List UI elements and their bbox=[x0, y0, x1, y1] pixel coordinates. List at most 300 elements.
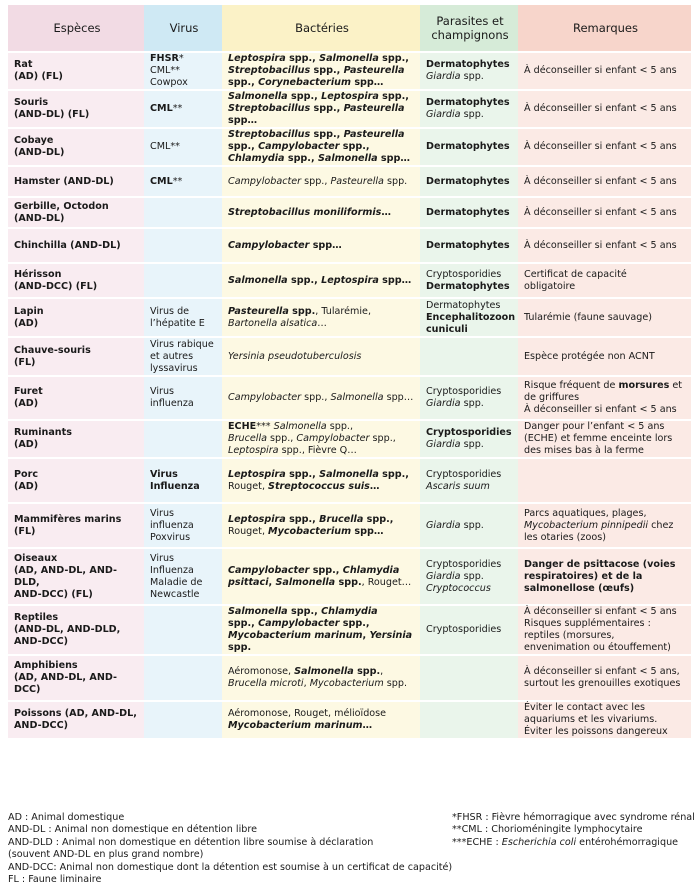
text-segment: spp. bbox=[460, 519, 484, 531]
text-segment: Leptospira bbox=[321, 274, 379, 286]
text-segment: Mycobacterium marinum bbox=[228, 630, 363, 641]
text-segment: Cryptosporidies bbox=[426, 268, 502, 280]
text-segment: Campylobacter bbox=[258, 618, 340, 629]
text-segment: Pasteurella bbox=[228, 305, 289, 317]
table-row bbox=[8, 299, 691, 338]
text-segment: Chlamydia bbox=[321, 606, 378, 617]
text-segment: Danger de psittacose (voies bbox=[524, 558, 676, 570]
virus-cell bbox=[144, 299, 222, 338]
species-name: Chauve-souris bbox=[14, 344, 91, 356]
text-segment: Corynebacterium bbox=[258, 77, 351, 88]
table-row bbox=[8, 549, 691, 606]
text-segment: et autres bbox=[150, 350, 194, 362]
text-segment: Certificat de capacité bbox=[524, 268, 627, 280]
text-segment: spp., bbox=[378, 468, 409, 480]
text-segment: spp., bbox=[378, 53, 409, 64]
text-segment: Pasteurella bbox=[343, 65, 405, 76]
text-segment: , Rouget… bbox=[361, 576, 412, 588]
species-cell bbox=[8, 606, 144, 656]
text-segment: Risques supplémentaires : bbox=[524, 618, 651, 629]
text-segment: spp., bbox=[339, 618, 370, 629]
virus-cell bbox=[144, 504, 222, 549]
text-segment: ***ECHE : bbox=[452, 836, 502, 848]
text-segment: Leptospira bbox=[228, 53, 286, 64]
text-segment: Influenza bbox=[150, 564, 194, 576]
remarks-cell bbox=[518, 299, 691, 338]
parasites-cell bbox=[420, 549, 518, 606]
text-segment: Campylobacter bbox=[228, 239, 310, 251]
footer-notes bbox=[452, 812, 695, 849]
species-cell bbox=[8, 702, 144, 740]
text-segment: Dermatophytes bbox=[426, 97, 510, 108]
species-name: (AD) bbox=[14, 317, 39, 329]
text-segment: ** bbox=[172, 175, 183, 187]
bacteria-cell bbox=[222, 91, 420, 129]
text-segment: spp., bbox=[369, 433, 396, 444]
text-segment: Newcastle bbox=[150, 588, 200, 600]
footer-note-line bbox=[452, 837, 695, 849]
table-row bbox=[8, 459, 691, 504]
header-row bbox=[8, 5, 691, 53]
text-segment: Cryptosporidies bbox=[426, 386, 502, 397]
text-segment: , bbox=[268, 576, 276, 588]
species-name: Lapin bbox=[14, 305, 44, 317]
parasites-cell bbox=[420, 338, 518, 377]
remarks-cell bbox=[518, 606, 691, 656]
virus-cell bbox=[144, 656, 222, 702]
table-row bbox=[8, 129, 691, 167]
text-segment: Éviter le contact avec les bbox=[524, 702, 645, 713]
table-row bbox=[8, 338, 691, 377]
text-segment: Bartonella alsatica bbox=[228, 317, 318, 329]
text-segment: de griffures bbox=[524, 392, 580, 403]
species-cell bbox=[8, 421, 144, 459]
text-segment: spp., bbox=[284, 153, 318, 164]
virus-cell bbox=[144, 91, 222, 129]
text-segment: spp. bbox=[228, 642, 252, 653]
text-segment: Cryptosporidies bbox=[426, 468, 502, 480]
text-segment: Cryptosporidies bbox=[426, 427, 512, 438]
text-segment: , bbox=[303, 678, 310, 689]
text-segment: * bbox=[178, 53, 184, 64]
parasites-cell bbox=[420, 702, 518, 740]
text-segment: Dermatophytes bbox=[426, 299, 501, 311]
text-segment: spp. bbox=[383, 678, 408, 689]
species-name: (AD) (FL) bbox=[14, 71, 63, 82]
text-segment: Escherichia coli bbox=[501, 836, 577, 848]
species-cell bbox=[8, 129, 144, 167]
bacteria-cell bbox=[222, 549, 420, 606]
species-cell bbox=[8, 504, 144, 549]
text-segment: … bbox=[362, 720, 373, 731]
text-segment: À déconseiller si enfant < 5 ans bbox=[524, 65, 677, 76]
species-name: (AND-DL, AND-DLD, bbox=[14, 624, 121, 635]
text-segment: Streptobacillus bbox=[228, 129, 311, 140]
remarks-cell bbox=[518, 377, 691, 421]
text-segment: Virus bbox=[150, 507, 175, 519]
text-segment: À déconseiller si enfant < 5 ans, bbox=[524, 666, 680, 677]
text-segment: À déconseiller si enfant < 5 ans bbox=[524, 141, 677, 152]
text-segment: reptiles (morsures, bbox=[524, 630, 615, 641]
bacteria-header: Bactéries bbox=[222, 5, 420, 53]
remarks-cell bbox=[518, 229, 691, 264]
text-segment: Virus rabique bbox=[150, 338, 214, 350]
text-segment: Dermatophytes bbox=[426, 239, 510, 251]
footer-abbreviation-line: FL : Faune liminaire bbox=[8, 874, 102, 886]
species-cell bbox=[8, 264, 144, 299]
table-row bbox=[8, 229, 691, 264]
footer-abbreviations bbox=[8, 812, 452, 886]
remarks-cell bbox=[518, 656, 691, 702]
text-segment: *** bbox=[256, 421, 274, 432]
species-name: Porc bbox=[14, 468, 39, 480]
species-name: (AND-DL) bbox=[14, 212, 65, 224]
virus-cell bbox=[144, 129, 222, 167]
text-segment: spp. bbox=[460, 109, 484, 120]
footer-abbreviation-line: AND-DL : Animal non domestique en détention libre bbox=[8, 824, 257, 836]
text-segment: spp., bbox=[301, 392, 331, 403]
species-name: (AND-DL) bbox=[14, 147, 65, 158]
species-name: (AD) bbox=[14, 398, 39, 409]
text-segment: Mycobacterium bbox=[309, 678, 384, 689]
text-segment: Giardia bbox=[426, 398, 461, 409]
parasites-header bbox=[420, 5, 518, 53]
species-name: (AND-DL) (FL) bbox=[14, 109, 90, 120]
text-segment: Streptobacillus moniliformis bbox=[228, 206, 382, 218]
remarks-cell bbox=[518, 264, 691, 299]
parasites-cell bbox=[420, 421, 518, 459]
text-segment: Salmonella bbox=[319, 53, 379, 64]
virus-cell bbox=[144, 549, 222, 606]
text-segment: spp., bbox=[310, 65, 344, 76]
remarks-cell bbox=[518, 129, 691, 167]
footer-abbreviation-line: (souvent AND-DL en plus grand nombre) bbox=[8, 849, 204, 861]
parasites-cell bbox=[420, 606, 518, 656]
parasites-cell bbox=[420, 504, 518, 549]
text-segment: aquariums et les vivariums. bbox=[524, 714, 658, 725]
table-row bbox=[8, 167, 691, 198]
species-name: Rat bbox=[14, 59, 33, 70]
bacteria-cell bbox=[222, 264, 420, 299]
remarks-cell bbox=[518, 91, 691, 129]
text-segment: Salmonella bbox=[228, 606, 288, 617]
text-segment: Danger pour l’enfant < 5 ans bbox=[524, 421, 665, 432]
virus-cell bbox=[144, 338, 222, 377]
text-segment: Leptospira bbox=[321, 91, 379, 102]
text-segment: *FHSR : Fièvre hémorragique avec syndrome rénal bbox=[452, 812, 695, 823]
text-segment: … bbox=[381, 206, 391, 218]
text-segment: Giardia bbox=[426, 109, 461, 120]
text-segment: Leptospira bbox=[228, 445, 279, 456]
text-segment: Salmonella bbox=[228, 91, 288, 102]
text-segment: FHSR bbox=[150, 53, 179, 64]
text-segment: Campylobacter bbox=[228, 392, 302, 403]
text-segment: spp., bbox=[310, 129, 344, 140]
bacteria-cell bbox=[222, 53, 420, 91]
text-segment: des mises bas à la ferme bbox=[524, 445, 644, 456]
text-segment: respiratoires) et de la bbox=[524, 570, 643, 582]
text-segment: À déconseiller si enfant < 5 ans bbox=[524, 103, 677, 114]
species-name: Reptiles bbox=[14, 612, 59, 623]
species-cell bbox=[8, 53, 144, 91]
text-segment: Yersinia pseudotuberculosis bbox=[228, 350, 362, 362]
species-name: (AD, AND-DL, AND-DCC) bbox=[14, 672, 117, 695]
species-cell bbox=[8, 549, 144, 606]
footer-note-line bbox=[452, 812, 695, 824]
text-segment: Giardia bbox=[426, 71, 461, 82]
text-segment: , Tularémie, bbox=[315, 305, 371, 317]
text-segment: Pasteurella bbox=[343, 129, 405, 140]
text-segment: Pasteurella bbox=[343, 103, 405, 114]
text-segment: Brucella bbox=[228, 433, 267, 444]
text-segment: … bbox=[369, 480, 380, 492]
text-segment: spp. bbox=[460, 71, 484, 82]
bacteria-cell bbox=[222, 338, 420, 377]
species-name: AND-DCC) bbox=[14, 636, 69, 647]
footer-abbreviation-line: AND-DLD : Animal non domestique en détention libre soumise à déclaration bbox=[8, 836, 374, 848]
text-segment: Tularémie (faune sauvage) bbox=[524, 311, 652, 323]
table-row bbox=[8, 264, 691, 299]
species-name: (AD) bbox=[14, 439, 39, 450]
species-name: Hamster (AND-DL) bbox=[14, 175, 114, 187]
text-segment: Parcs aquatiques, plages, bbox=[524, 507, 647, 519]
text-segment: Dermatophytes bbox=[426, 59, 510, 70]
remarks-cell bbox=[518, 549, 691, 606]
text-segment: spp… bbox=[351, 525, 384, 537]
text-segment: spp… bbox=[309, 239, 342, 251]
text-segment: spp., bbox=[285, 513, 320, 525]
text-segment: Rouget, bbox=[228, 480, 269, 492]
text-segment: Mycobacterium pinnipedii bbox=[524, 519, 649, 531]
text-segment: Virus bbox=[150, 552, 175, 564]
remarks-cell bbox=[518, 198, 691, 229]
text-segment: spp., bbox=[287, 606, 322, 617]
remarks-cell bbox=[518, 167, 691, 198]
text-segment: Salmonella bbox=[319, 468, 379, 480]
table-body bbox=[8, 53, 691, 740]
text-segment: Ascaris suum bbox=[426, 480, 490, 492]
text-segment: spp., bbox=[228, 141, 259, 152]
text-segment: psittaci bbox=[228, 576, 269, 588]
footer-abbreviation-line: AND-DCC: Animal non domestique dont la détention est soumise à un certificat de capacité) bbox=[8, 861, 453, 873]
species-name: (AD, AND-DL, AND-DLD, bbox=[14, 564, 117, 588]
text-segment: spp., bbox=[326, 421, 354, 432]
text-segment: Poxvirus bbox=[150, 531, 191, 543]
species-name: Gerbille, Octodon bbox=[14, 200, 109, 212]
table-row bbox=[8, 198, 691, 229]
text-segment: Rouget, bbox=[228, 525, 269, 537]
species-name: Chinchilla (AND-DL) bbox=[14, 239, 121, 251]
table-row bbox=[8, 504, 691, 549]
text-segment: À déconseiller si enfant < 5 ans bbox=[524, 175, 677, 187]
parasites-cell bbox=[420, 198, 518, 229]
parasites-cell bbox=[420, 299, 518, 338]
text-segment: Mycobacterium bbox=[268, 525, 352, 537]
text-segment: spp., bbox=[285, 53, 320, 64]
text-segment: Mycobacterium marinum bbox=[228, 720, 363, 731]
bacteria-cell bbox=[222, 167, 420, 198]
virus-cell bbox=[144, 167, 222, 198]
parasites-cell bbox=[420, 264, 518, 299]
text-segment: spp… bbox=[228, 115, 258, 126]
text-segment: spp… bbox=[377, 153, 410, 164]
virus-header: Virus bbox=[144, 5, 222, 53]
table-row bbox=[8, 377, 691, 421]
text-segment: spp., bbox=[310, 103, 344, 114]
text-segment: , bbox=[362, 630, 370, 641]
footer-note-line bbox=[452, 824, 695, 836]
species-cell bbox=[8, 299, 144, 338]
parasites-cell bbox=[420, 91, 518, 129]
text-segment: entérohémorragique bbox=[576, 836, 679, 848]
text-segment: cuniculi bbox=[426, 323, 468, 335]
text-segment: … bbox=[317, 317, 327, 329]
species-name: (FL) bbox=[14, 525, 36, 537]
text-segment: Salmonella bbox=[273, 421, 327, 432]
virus-cell bbox=[144, 606, 222, 656]
species-name: AND-DCC) bbox=[14, 720, 69, 731]
text-segment: obligatoire bbox=[524, 280, 576, 292]
bacteria-cell bbox=[222, 702, 420, 740]
footer-abbreviation-line: AD : Animal domestique bbox=[8, 812, 125, 823]
parasites-cell bbox=[420, 129, 518, 167]
text-segment: Aéromonose, bbox=[228, 666, 295, 677]
text-segment: Chlamydia bbox=[342, 564, 400, 576]
text-segment: Éviter les poissons dangereux bbox=[524, 726, 668, 737]
species-cell bbox=[8, 656, 144, 702]
species-name: Oiseaux bbox=[14, 552, 58, 564]
species-name: (AD) bbox=[14, 480, 39, 492]
bacteria-cell bbox=[222, 656, 420, 702]
table-row bbox=[8, 702, 691, 740]
text-segment: spp… bbox=[351, 77, 384, 88]
remarks-cell bbox=[518, 338, 691, 377]
text-segment: surtout les grenouilles exotiques bbox=[524, 678, 681, 689]
species-name: AND-DCC) (FL) bbox=[14, 588, 93, 600]
text-segment: spp… bbox=[378, 274, 412, 286]
text-segment: Salmonella bbox=[294, 666, 354, 677]
text-segment: Campylobacter bbox=[228, 175, 302, 187]
text-segment: **CML : Chorioméningite lymphocytaire bbox=[452, 824, 643, 836]
parasites-cell bbox=[420, 53, 518, 91]
text-segment: Streptobacillus bbox=[228, 65, 311, 76]
text-segment: spp., bbox=[363, 513, 394, 525]
species-name: Ruminants bbox=[14, 427, 72, 438]
text-segment: spp… bbox=[383, 392, 414, 403]
text-segment: spp., bbox=[378, 91, 409, 102]
parasites-cell bbox=[420, 656, 518, 702]
text-segment: Chlamydia bbox=[228, 153, 285, 164]
species-name: (AND-DCC) (FL) bbox=[14, 280, 98, 292]
text-segment: Giardia bbox=[426, 570, 461, 582]
table-row bbox=[8, 656, 691, 702]
text-segment: CML** bbox=[150, 65, 180, 76]
text-segment: Virus bbox=[150, 386, 175, 397]
virus-cell bbox=[144, 702, 222, 740]
text-segment: Streptobacillus bbox=[228, 103, 311, 114]
text-segment: Aéromonose, Rouget, mélioïdose bbox=[228, 708, 387, 719]
species-name: Cobaye bbox=[14, 135, 54, 146]
bacteria-cell bbox=[222, 504, 420, 549]
virus-cell bbox=[144, 229, 222, 264]
text-segment: spp. bbox=[288, 305, 316, 317]
remarks-cell bbox=[518, 504, 691, 549]
text-segment: salmonellose (œufs) bbox=[524, 582, 635, 594]
zoonoses-table bbox=[8, 5, 691, 740]
text-segment: et bbox=[669, 380, 683, 391]
bacteria-cell bbox=[222, 299, 420, 338]
text-segment: À déconseiller si enfant < 5 ans bbox=[524, 239, 677, 251]
text-segment: influenza bbox=[150, 519, 194, 531]
parasites-header-line1: Parasites et bbox=[436, 14, 504, 28]
virus-cell bbox=[144, 421, 222, 459]
virus-cell bbox=[144, 459, 222, 504]
text-segment: Dermatophytes bbox=[426, 141, 510, 152]
bacteria-cell bbox=[222, 459, 420, 504]
text-segment: Dermatophytes bbox=[426, 206, 510, 218]
text-segment: À déconseiller si enfant < 5 ans bbox=[524, 404, 677, 415]
text-segment: spp., bbox=[287, 274, 322, 286]
species-cell bbox=[8, 229, 144, 264]
parasites-header-line2: champignons bbox=[431, 28, 509, 42]
text-segment: Risque fréquent de bbox=[524, 380, 619, 391]
text-segment: spp., bbox=[309, 564, 343, 576]
text-segment: Pasteurella bbox=[330, 175, 384, 187]
text-segment: Salmonella bbox=[317, 153, 378, 164]
table-row bbox=[8, 91, 691, 129]
text-segment: spp., bbox=[285, 468, 320, 480]
text-segment: Salmonella bbox=[228, 274, 288, 286]
text-segment: ECHE bbox=[228, 421, 257, 432]
text-segment: CML** bbox=[150, 141, 180, 152]
text-segment: Encephalitozoon bbox=[426, 311, 516, 323]
text-segment: Cowpox bbox=[150, 77, 188, 88]
text-segment: spp. bbox=[460, 398, 484, 409]
species-cell bbox=[8, 167, 144, 198]
species-name: Poissons (AD, AND-DL, bbox=[14, 708, 137, 719]
text-segment: spp., Fièvre Q… bbox=[278, 445, 357, 456]
text-segment: Maladie de bbox=[150, 576, 203, 588]
text-segment: Giardia bbox=[426, 439, 461, 450]
remarks-cell bbox=[518, 702, 691, 740]
text-segment: spp., bbox=[267, 433, 297, 444]
text-segment: morsures bbox=[618, 380, 670, 391]
parasites-cell bbox=[420, 167, 518, 198]
text-segment: Yersinia bbox=[369, 630, 413, 641]
text-segment: Espèce protégée non ACNT bbox=[524, 350, 655, 362]
text-segment: spp., bbox=[301, 175, 331, 187]
text-segment: Leptospira bbox=[228, 513, 286, 525]
virus-cell bbox=[144, 377, 222, 421]
text-segment: lyssavirus bbox=[150, 362, 198, 374]
text-segment: spp., bbox=[287, 91, 322, 102]
remarks-cell bbox=[518, 421, 691, 459]
text-segment: Salmonella bbox=[275, 576, 336, 588]
bacteria-cell bbox=[222, 377, 420, 421]
table-row bbox=[8, 606, 691, 656]
text-segment: ** bbox=[172, 103, 183, 114]
text-segment: , bbox=[380, 666, 384, 677]
text-segment: Virus bbox=[150, 468, 178, 480]
text-segment: spp. bbox=[460, 570, 484, 582]
text-segment: spp. bbox=[335, 576, 362, 588]
text-segment: Influenza bbox=[150, 480, 200, 492]
text-segment: CML bbox=[150, 175, 173, 187]
text-segment: CML bbox=[150, 103, 173, 114]
parasites-cell bbox=[420, 459, 518, 504]
virus-cell bbox=[144, 264, 222, 299]
species-name: Mammifères marins bbox=[14, 513, 122, 525]
